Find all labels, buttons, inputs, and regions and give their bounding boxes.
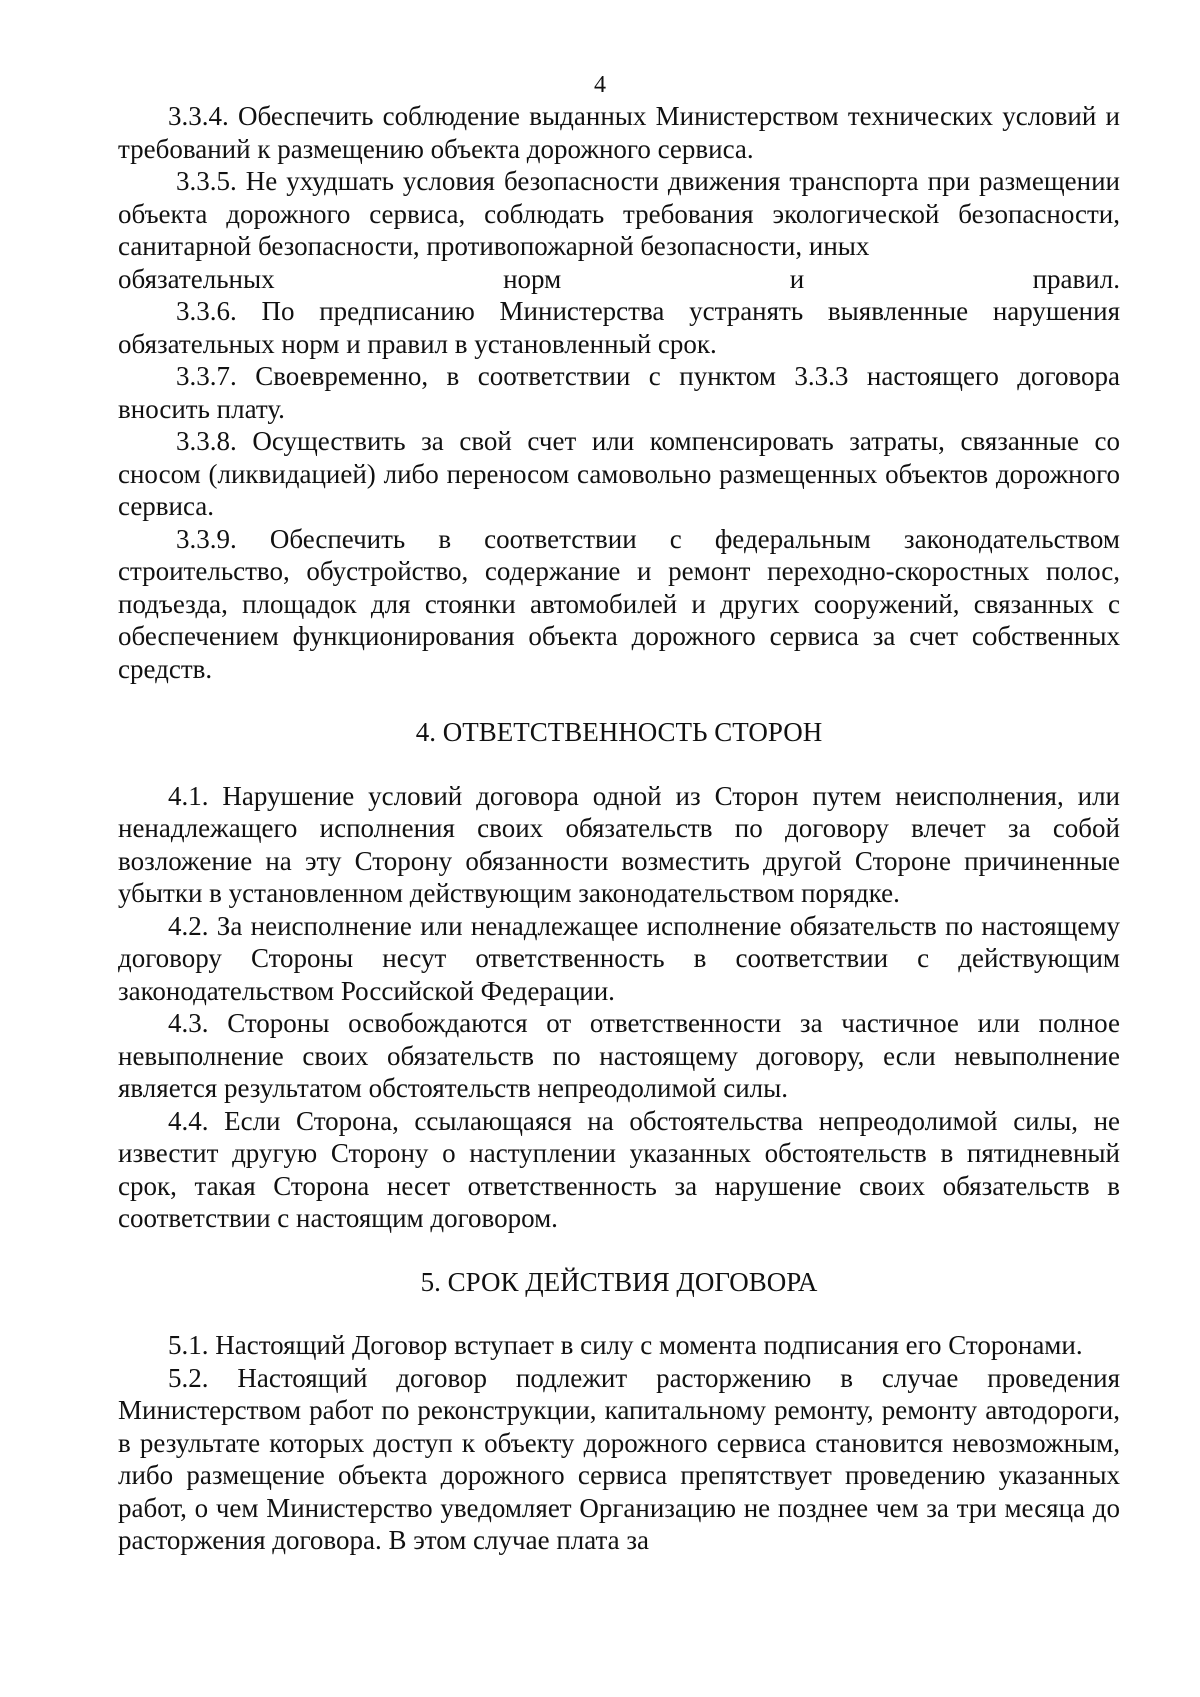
- clause-3-3-8: 3.3.8. Осуществить за свой счет или компенсировать затраты, связанные со сносом (ликвидацией) либо переносом самовольно размещенных объектов дорожного сервиса.: [118, 426, 1120, 521]
- clause-4-1: 4.1. Нарушение условий договора одной из Сторон путем неисполнения, или ненадлежащего исполнения своих обязательств по договору влечет за собой возложение на эту Сторону обязанности возместить другой Стороне причиненные убытки в установленном действующим законодательством порядке.: [118, 780, 1120, 908]
- clause-3-3-7: 3.3.7. Своевременно, в соответствии с пунктом 3.3.3 настоящего договора вносить плату.: [118, 361, 1120, 424]
- document-body: [118, 100, 1120, 1557]
- clause-3-3-5: 3.3.5. Не ухудшать условия безопасности движения транспорта при размещении объекта дорожного сервиса, соблюдать требования экологической безопасности, санитарной безопасности, противопожарной безопасности, иных: [118, 166, 1120, 261]
- page-number: 4: [594, 72, 606, 98]
- clause-4-2: 4.2. За неисполнение или ненадлежащее исполнение обязательств по настоящему договору Стороны несут ответственность в соответствии с действующим законодательством Российской Федерации.: [118, 910, 1120, 1006]
- clause-3-3-5-word: и: [789, 263, 805, 294]
- clause-3-3-5-word: норм: [503, 263, 562, 294]
- clause-3-3-4: 3.3.4. Обеспечить соблюдение выданных Министерством технических условий и требований к размещению объекта дорожного сервиса.: [118, 101, 1120, 164]
- clause-3-3-9: 3.3.9. Обеспечить в соответствии с федеральным законодательством строительство, обустройство, содержание и ремонт переходно-скоростных полос, подъезда, площадок для стоянки автомобилей и других сооружений, связанных с обеспечением функционирования объекта дорожного сервиса за счет собственных средств.: [118, 523, 1120, 684]
- clause-5-2: 5.2. Настоящий договор подлежит расторжению в случае проведения Министерством работ по реконструкции, капитальному ремонту, ремонту автодороги, в результате которых доступ к объекту дорожного сервиса становится невозможным, либо размещение объекта дорожного сервиса препятствует проведению указанных работ, о чем Министерство уведомляет Организацию не позднее чем за три месяца до расторжения договора. В этом случае плата за: [118, 1362, 1120, 1555]
- section-heading-responsibility: 4. ОТВЕТСТВЕННОСТЬ СТОРОН: [415, 717, 823, 747]
- clause-3-3-5-word: обязательных: [118, 263, 275, 294]
- clause-3-3-5-last-line: [118, 263, 1120, 296]
- clause-4-3: 4.3. Стороны освобождаются от ответственности за частичное или полное невыполнение своих обязательств по настоящему договору, если невыполнение является результатом обстоятельств непреодолимой силы.: [118, 1008, 1120, 1103]
- clause-5-1: 5.1. Настоящий Договор вступает в силу с момента подписания его Сторонами.: [168, 1330, 1083, 1360]
- section-heading-term: 5. СРОК ДЕЙСТВИЯ ДОГОВОРА: [420, 1266, 818, 1297]
- clause-3-3-6: 3.3.6. По предписанию Министерства устранять выявленные нарушения обязательных норм и правил в установленный срок.: [118, 296, 1120, 359]
- clause-3-3-5-word: правил.: [1032, 263, 1120, 294]
- clause-4-4: 4.4. Если Сторона, ссылающаяся на обстоятельства непреодолимой силы, не известит другую Сторону о наступлении указанных обстоятельств в пятидневный срок, такая Сторона несет ответственность за нарушение своих обязательств в соответствии с настоящим договором.: [118, 1105, 1120, 1233]
